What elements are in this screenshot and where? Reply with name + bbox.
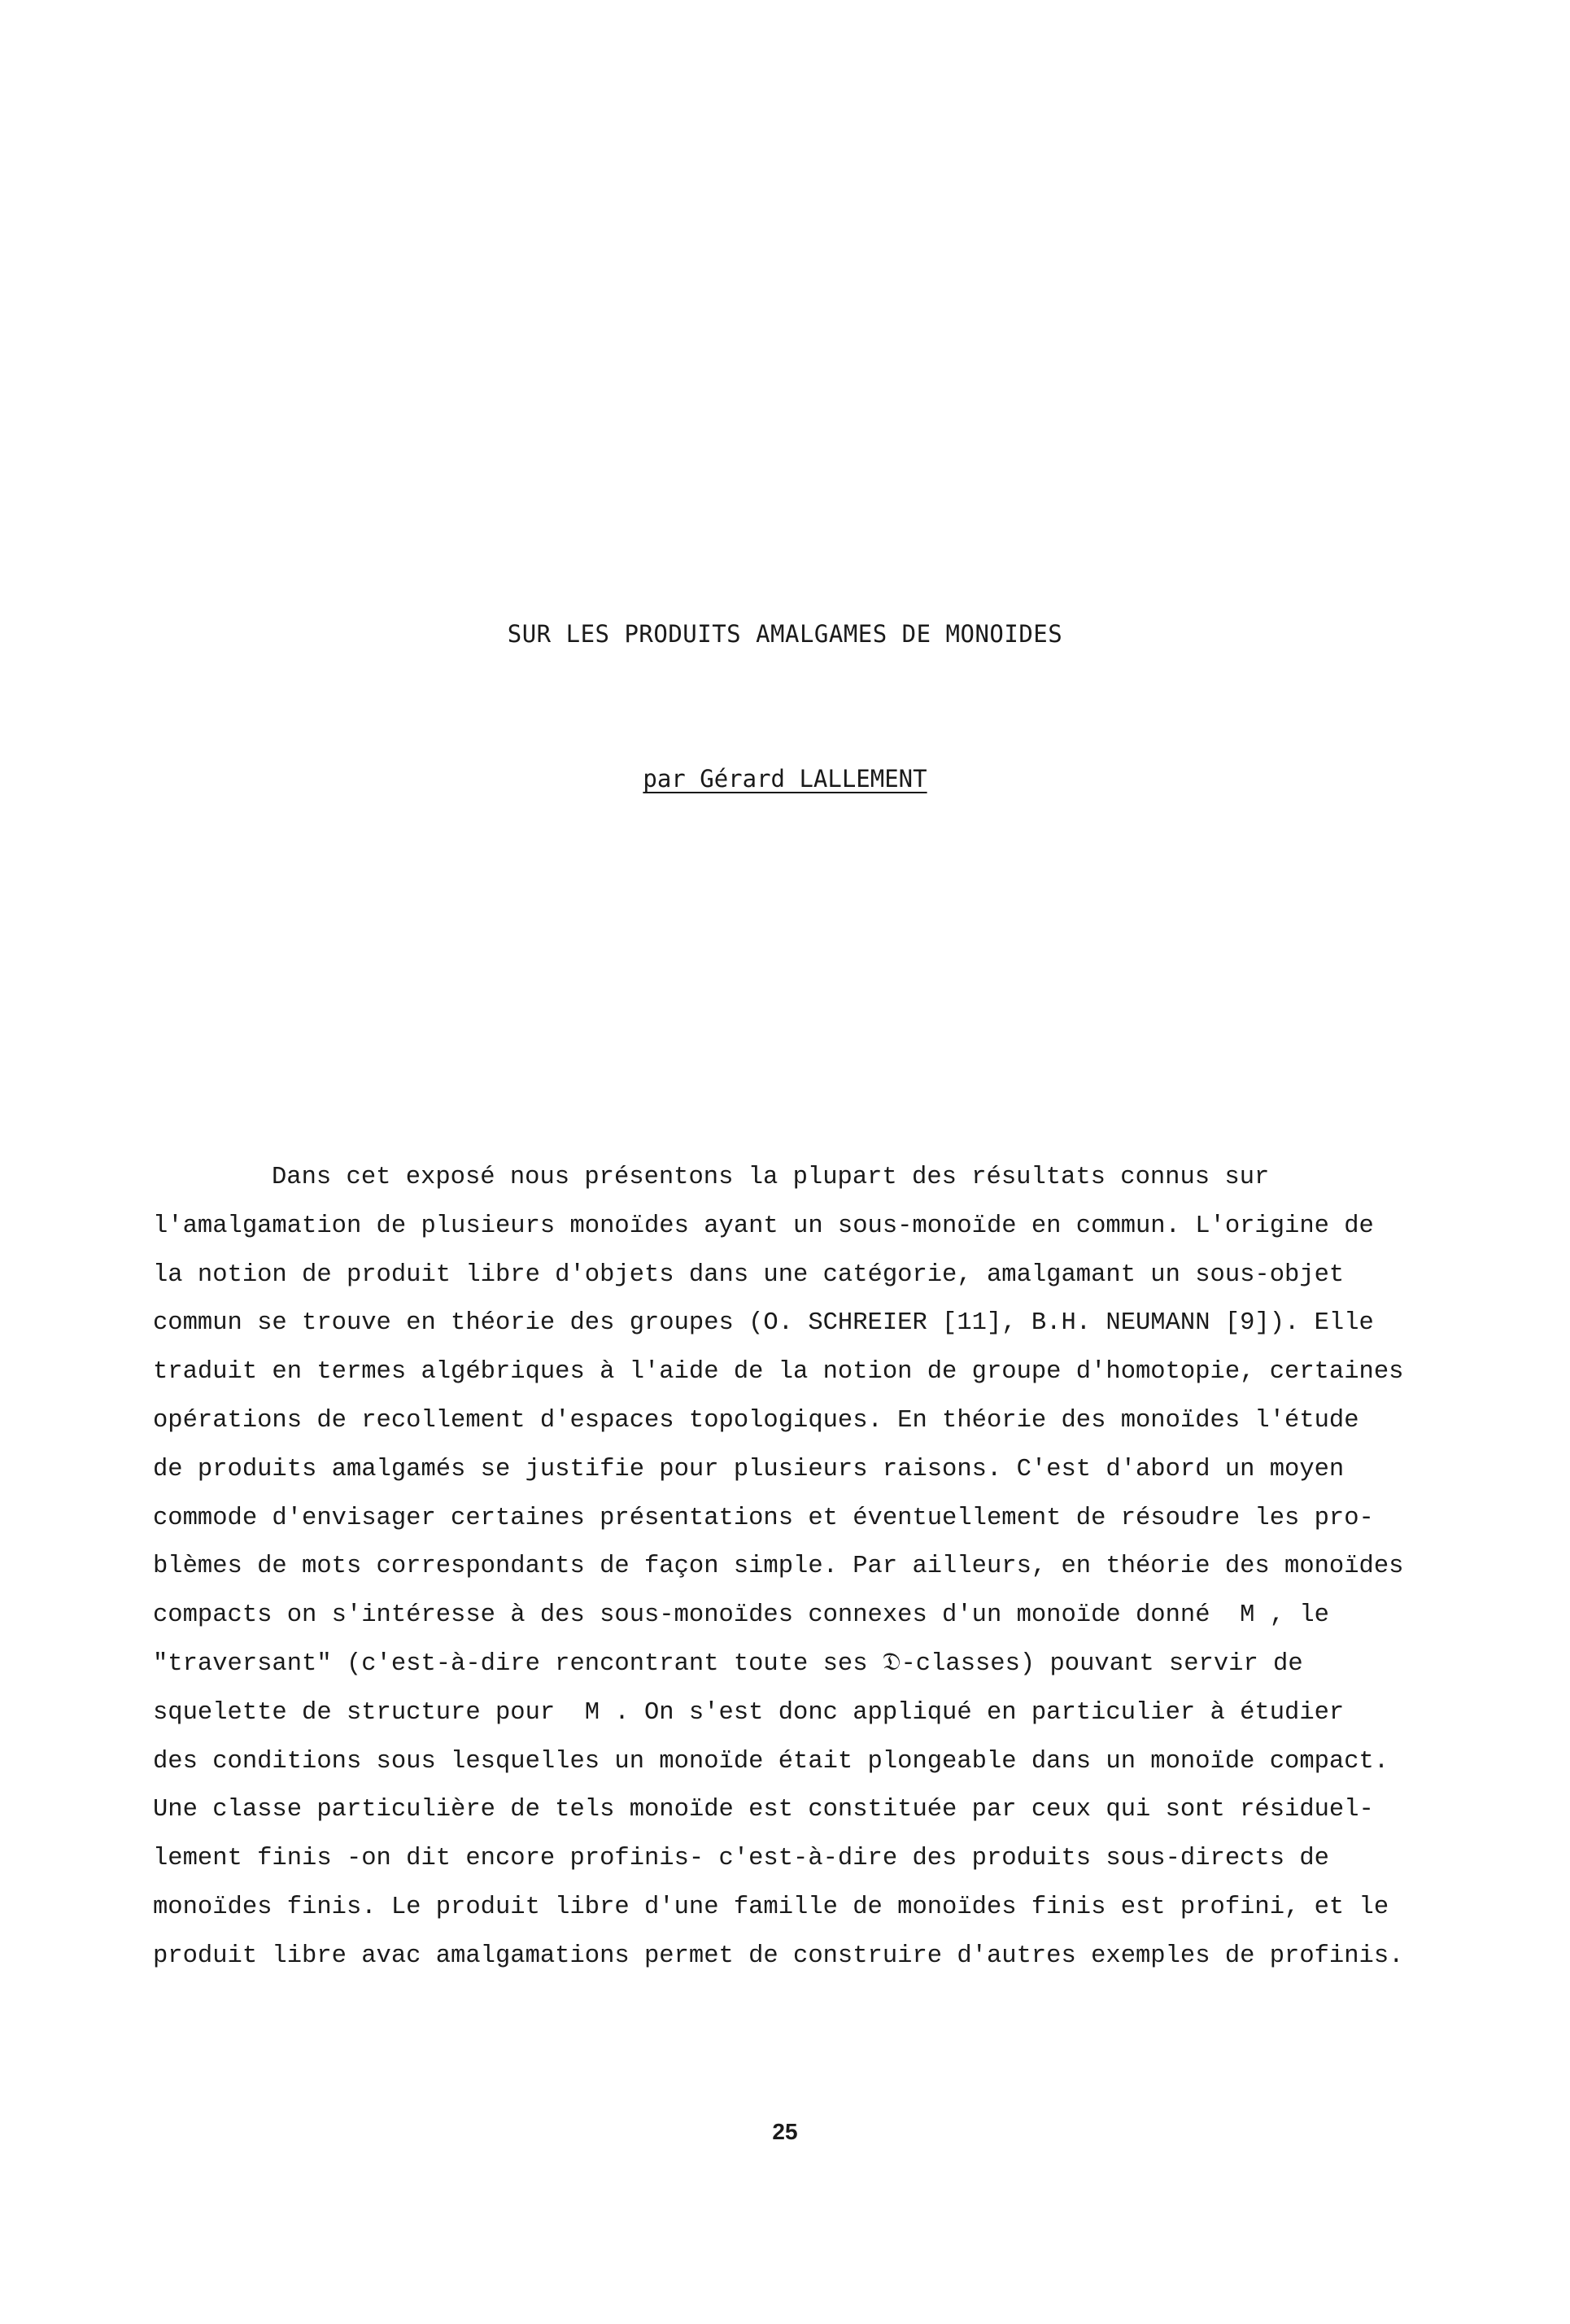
paragraph-line: traduit en termes algébriques à l'aide de la notion de groupe d'homotopie, certaines xyxy=(153,1358,1404,1387)
page-number: 25 xyxy=(772,2119,798,2144)
paragraph-line: Dans cet exposé nous présentons la plupart des résultats connus sur xyxy=(272,1164,1270,1191)
paragraph-line: compacts on s'intéresse à des sous-monoïdes connexes d'un monoïde donné M , le xyxy=(153,1601,1329,1630)
paragraph-line: commun se trouve en théorie des groupes (O. SCHREIER [11], B.H. NEUMANN [9]). Elle xyxy=(153,1309,1374,1338)
paragraph-line: "traversant" (c'est-à-dire rencontrant toute ses 𝔇-classes) pouvant servir de xyxy=(153,1649,1303,1678)
paragraph-line: squelette de structure pour M . On s'est donc appliqué en particulier à étudier xyxy=(153,1698,1345,1727)
paragraph-line: la notion de produit libre d'objets dans une catégorie, amalgamant un sous-objet xyxy=(153,1260,1345,1289)
paragraph-line: de produits amalgamés se justifie pour plusieurs raisons. C'est d'abord un moyen xyxy=(153,1455,1345,1483)
author-line xyxy=(0,765,1570,793)
paragraph-line: l'amalgamation de plusieurs monoïdes ayant un sous-monoïde en commun. L'origine de xyxy=(153,1212,1374,1240)
paragraph-line: Une classe particulière de tels monoïde est constituée par ceux qui sont résiduel- xyxy=(153,1796,1374,1824)
paragraph-line: monoïdes finis. Le produit libre d'une famille de monoïdes finis est profini, et le xyxy=(153,1893,1389,1921)
paragraph-line: opérations de recollement d'espaces topologiques. En théorie des monoïdes l'étude xyxy=(153,1406,1359,1435)
paragraph-line: des conditions sous lesquelles un monoïde était plongeable dans un monoïde compact. xyxy=(153,1747,1389,1776)
body-paragraph xyxy=(153,1154,1438,1981)
paragraph-line: blèmes de mots correspondants de façon simple. Par ailleurs, en théorie des monoïdes xyxy=(153,1553,1404,1581)
paragraph-line: lement finis -on dit encore profinis- c'est-à-dire des produits sous-directs de xyxy=(153,1845,1329,1873)
paragraph-line: produit libre avac amalgamations permet de construire d'autres exemples de profinis. xyxy=(153,1942,1404,1970)
paragraph-line: commode d'envisager certaines présentations et éventuellement de résoudre les pro- xyxy=(153,1504,1374,1532)
document-title: SUR LES PRODUITS AMALGAMES DE MONOIDES xyxy=(507,620,1063,648)
author-name: par Gérard LALLEMENT xyxy=(643,765,927,793)
